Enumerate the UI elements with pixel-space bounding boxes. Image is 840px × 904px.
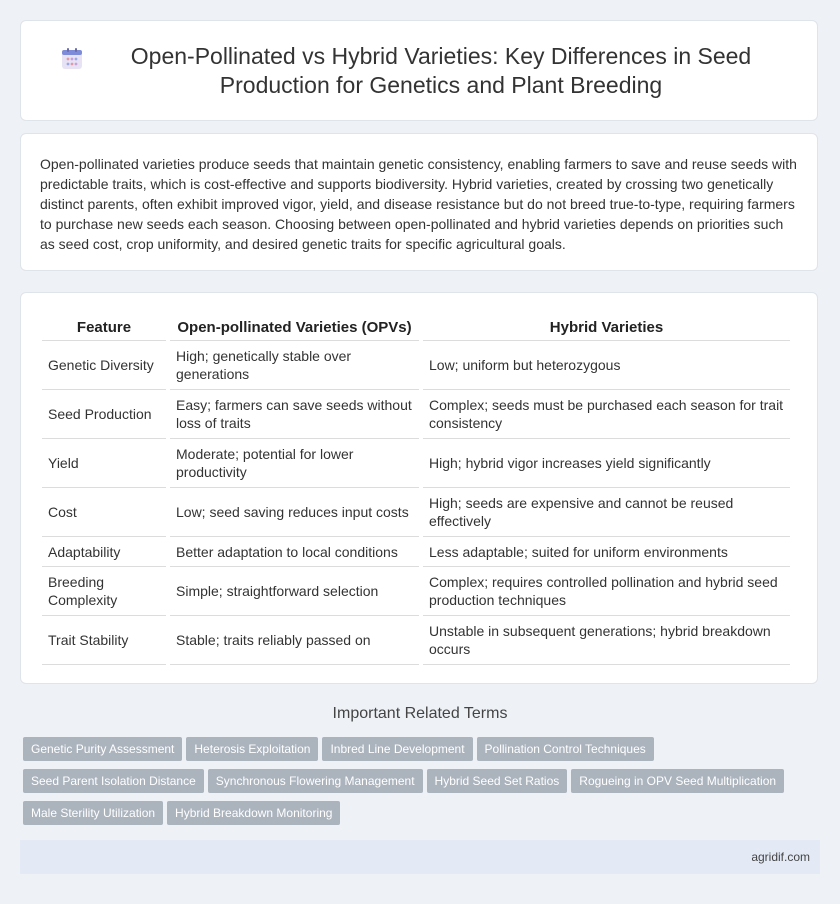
hybrid-cell: High; hybrid vigor increases yield significantly	[423, 439, 790, 488]
comparison-table-card	[20, 292, 818, 684]
intro-card	[20, 133, 818, 271]
table-row	[42, 341, 790, 390]
table-header-row	[42, 311, 790, 341]
feature-cell: Seed Production	[42, 390, 166, 439]
footer	[20, 840, 820, 874]
hybrid-cell: Low; uniform but heterozygous	[423, 341, 790, 390]
feature-cell: Cost	[42, 488, 166, 537]
calendar-icon	[59, 46, 85, 72]
hybrid-cell: Unstable in subsequent generations; hybrid breakdown occurs	[423, 616, 790, 665]
page-title: Open-Pollinated vs Hybrid Varieties: Key Differences in Seed Production for Genetics and Plant Breeding	[130, 42, 752, 98]
related-terms-list	[23, 737, 813, 833]
related-terms-title: Important Related Terms	[332, 705, 508, 722]
hybrid-cell: Complex; seeds must be purchased each season for trait consistency	[423, 390, 790, 439]
intro-text: Open-pollinated varieties produce seeds that maintain genetic consistency, enabling farmers to save and reuse seeds with predictable traits, which is cost-effective and supports biodiversity. Hybrid varieties, created by crossing two genetically distinct parents, often exhibit improved vigor, yield, and disease resistance but do not breed true-to-type, requiring farmers to purchase new seeds each season. Choosing between open-pollinated and hybrid varieties depends on priorities such as seed cost, crop uniformity, and desired genetic traits for specific agricultural goals.	[40, 156, 797, 252]
related-term-chip[interactable]: Hybrid Breakdown Monitoring	[167, 801, 340, 825]
table-row	[42, 537, 790, 567]
related-term-chip[interactable]: Male Sterility Utilization	[23, 801, 163, 825]
related-term-chip[interactable]: Synchronous Flowering Management	[208, 769, 423, 793]
hybrid-cell: High; seeds are expensive and cannot be reused effectively	[423, 488, 790, 537]
feature-cell: Breeding Complexity	[42, 567, 166, 616]
feature-cell: Yield	[42, 439, 166, 488]
column-header-hybrid: Hybrid Varieties	[423, 311, 790, 341]
hybrid-cell: Less adaptable; suited for uniform environments	[423, 537, 790, 567]
feature-cell: Trait Stability	[42, 616, 166, 665]
column-header-opv: Open-pollinated Varieties (OPVs)	[170, 311, 419, 341]
table-row	[42, 567, 790, 616]
related-term-chip[interactable]: Seed Parent Isolation Distance	[23, 769, 204, 793]
opv-cell: Simple; straightforward selection	[170, 567, 419, 616]
table-row	[42, 616, 790, 665]
related-term-chip[interactable]: Hybrid Seed Set Ratios	[427, 769, 568, 793]
opv-cell: Stable; traits reliably passed on	[170, 616, 419, 665]
related-term-chip[interactable]: Rogueing in OPV Seed Multiplication	[571, 769, 784, 793]
opv-cell: Better adaptation to local conditions	[170, 537, 419, 567]
related-term-chip[interactable]: Pollination Control Techniques	[477, 737, 654, 761]
hybrid-cell: Complex; requires controlled pollination and hybrid seed production techniques	[423, 567, 790, 616]
opv-cell: Easy; farmers can save seeds without loss of traits	[170, 390, 419, 439]
header-card	[20, 20, 818, 121]
opv-cell: High; genetically stable over generations	[170, 341, 419, 390]
related-term-chip[interactable]: Heterosis Exploitation	[186, 737, 318, 761]
feature-cell: Genetic Diversity	[42, 341, 166, 390]
comparison-table	[38, 311, 794, 665]
table-row	[42, 488, 790, 537]
feature-cell: Adaptability	[42, 537, 166, 567]
related-term-chip[interactable]: Genetic Purity Assessment	[23, 737, 182, 761]
column-header-feature: Feature	[42, 311, 166, 341]
opv-cell: Moderate; potential for lower productivity	[170, 439, 419, 488]
table-row	[42, 439, 790, 488]
table-row	[42, 390, 790, 439]
footer-site-link[interactable]: agridif.com	[751, 850, 810, 864]
related-term-chip[interactable]: Inbred Line Development	[322, 737, 472, 761]
opv-cell: Low; seed saving reduces input costs	[170, 488, 419, 537]
